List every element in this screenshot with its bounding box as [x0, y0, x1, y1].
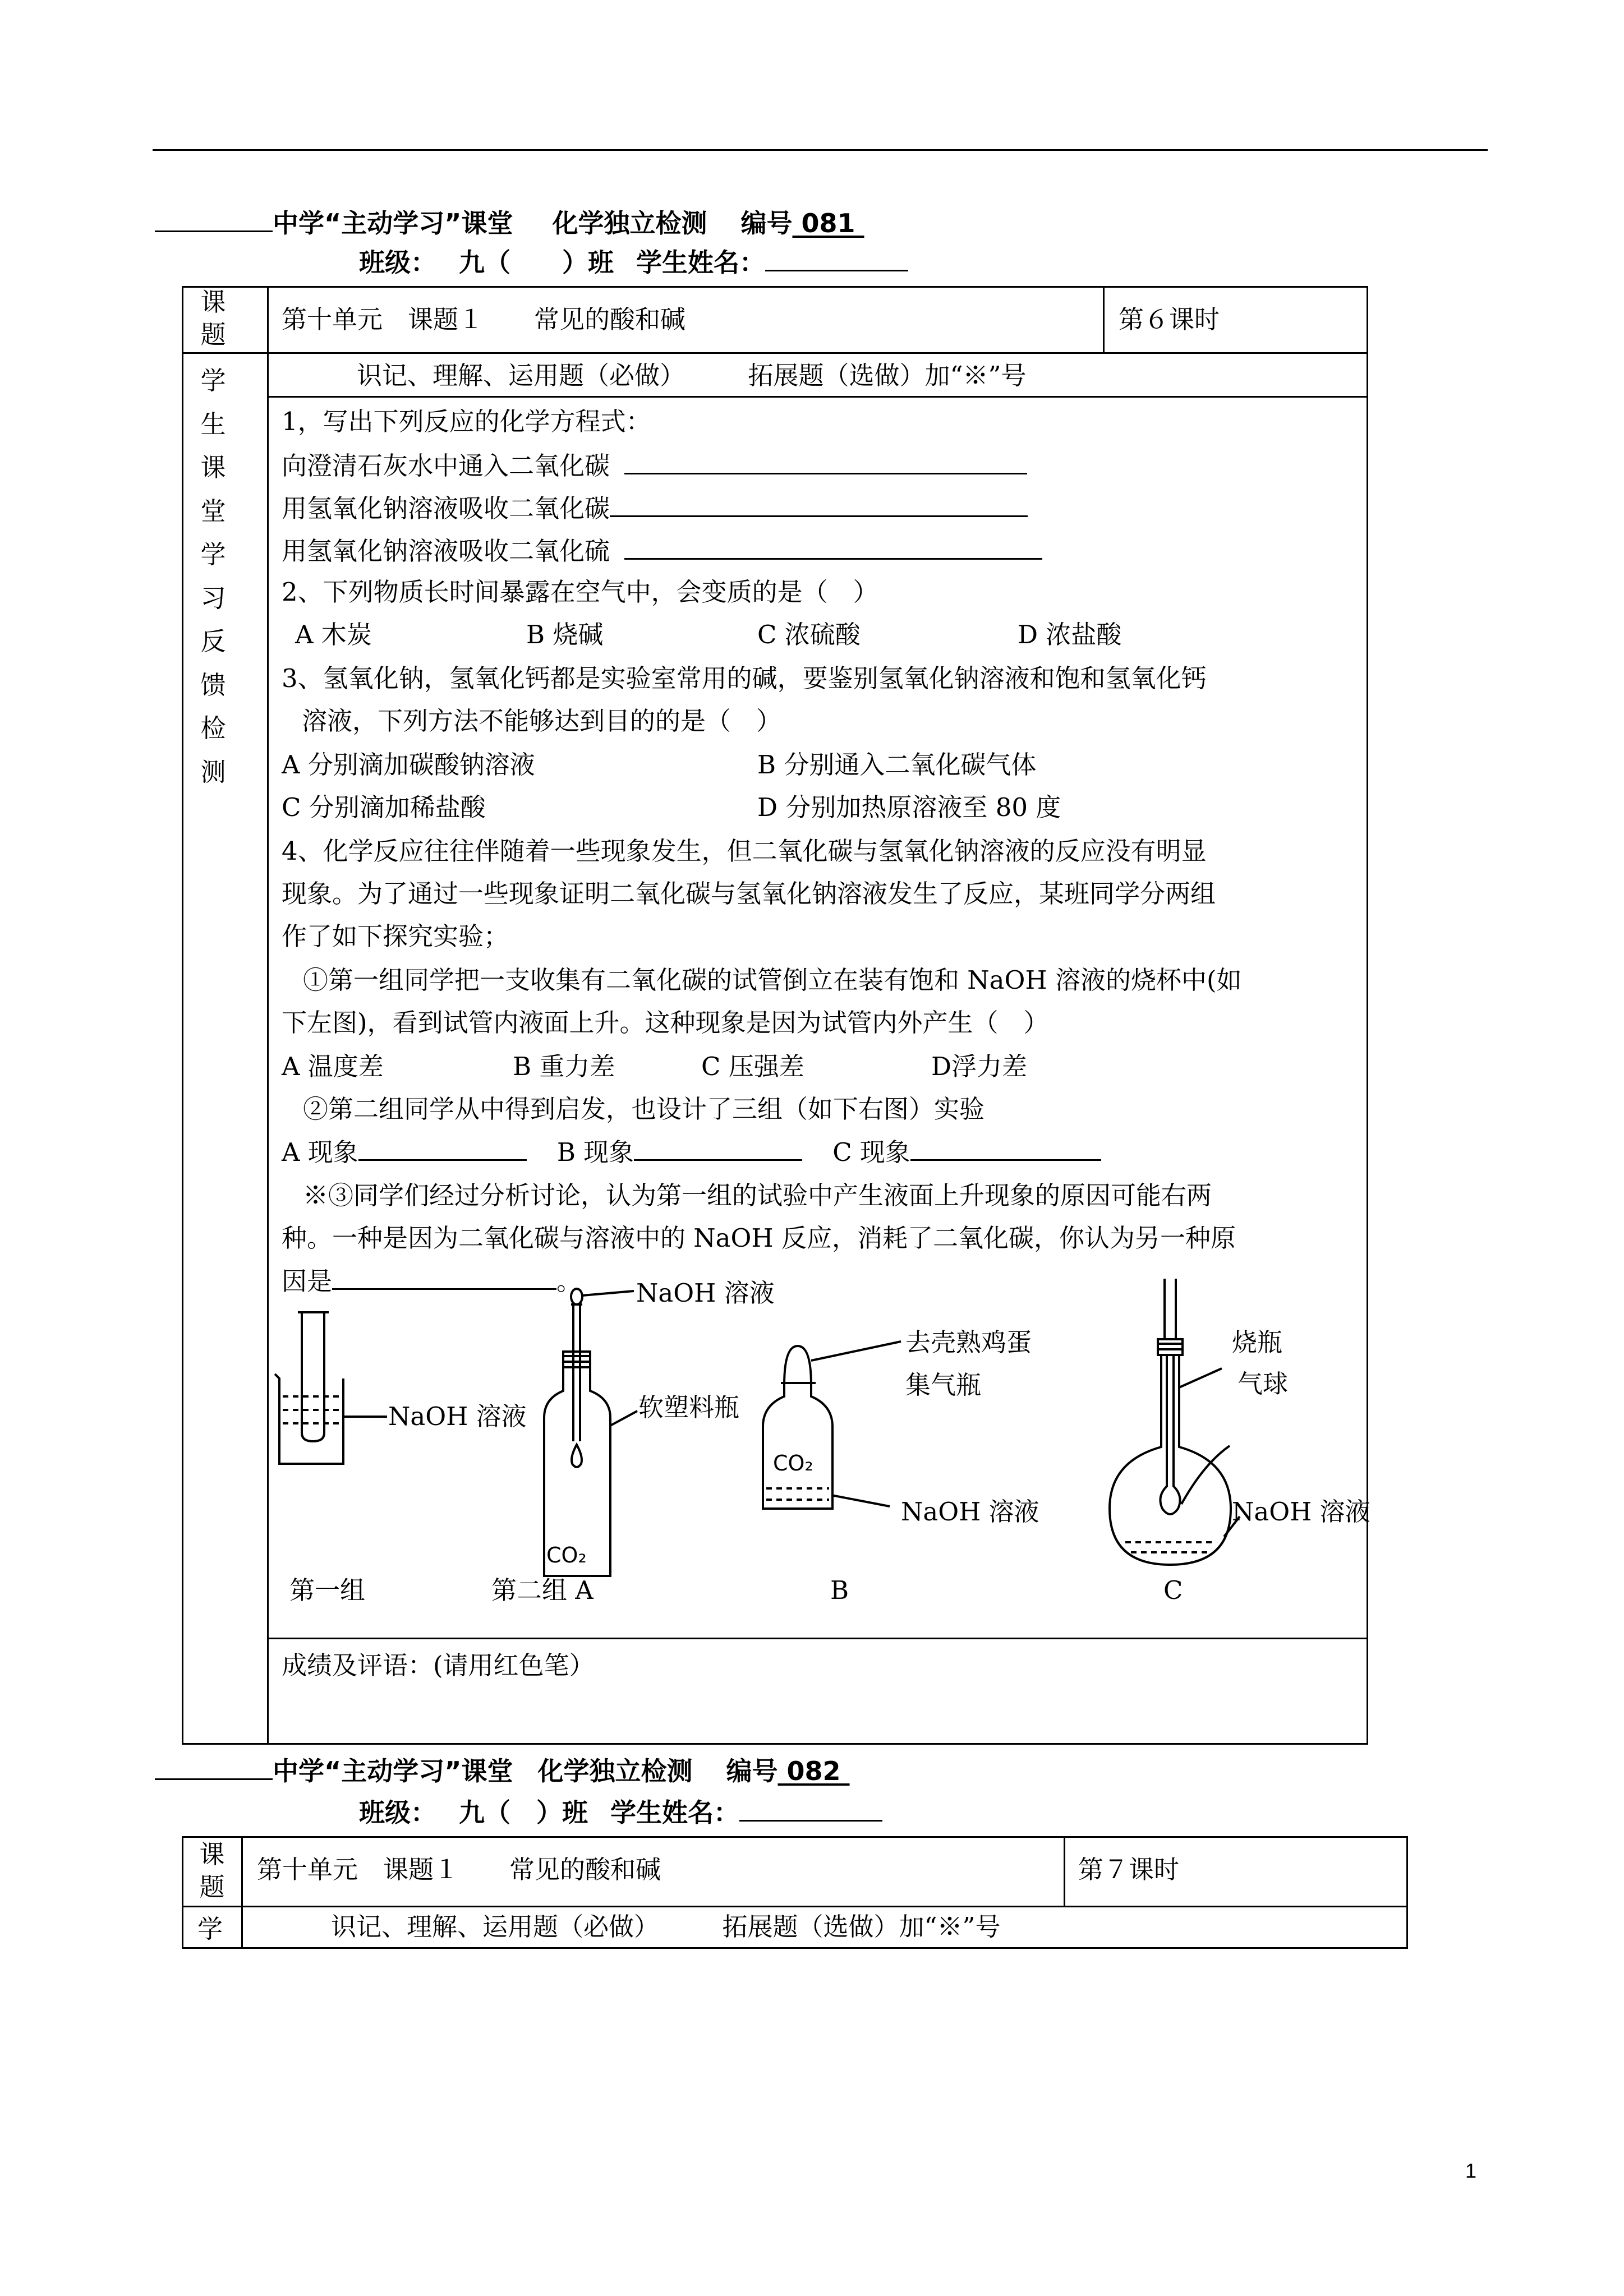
q1-item-a: 向澄清石灰水中通入二氧化碳	[282, 449, 1027, 483]
sheet1-header-no: 081	[801, 208, 855, 238]
sheet2-header-no: 082	[786, 1756, 841, 1786]
fig-naoh-label-top: NaOH 溶液	[636, 1278, 775, 1308]
sheet2-topic: 第十单元 课题１ 常见的酸和碱	[257, 1855, 661, 1884]
q2-option-d[interactable]: D 浓盐酸	[1018, 620, 1122, 649]
top-rule	[153, 149, 1488, 151]
q4-step3-line2: 种。一种是因为二氧化碳与溶液中的 NaOH 反应，消耗了二氧化碳，你认为另一种原	[282, 1223, 1236, 1253]
sheet1-class-line	[359, 245, 908, 279]
q3-option-d[interactable]: D 分别加热原溶液至 80 度	[757, 792, 1061, 822]
sheet2-header-title: 中学“主动学习”课堂	[273, 1756, 513, 1786]
q4-phen-a-field[interactable]	[358, 1135, 527, 1161]
sheet2-side-label: 学	[197, 1914, 223, 1944]
sheet1-student-name-field[interactable]	[765, 245, 908, 271]
group1-apparatus	[275, 1312, 387, 1464]
q1-answer-b[interactable]	[610, 491, 1028, 517]
q1-item-c: 用氢氧化钠溶液吸收二氧化硫	[282, 534, 1042, 568]
fig-naoh-label-c: NaOH 溶液	[1232, 1497, 1370, 1527]
sheet1-header	[155, 205, 864, 240]
fig-soft-bottle-label: 软塑料瓶	[638, 1393, 740, 1422]
group2a-apparatus	[544, 1289, 637, 1576]
sheet1-period: 第６课时	[1119, 305, 1220, 334]
sheet1-header-title: 中学“主动学习”课堂	[273, 208, 513, 238]
fig-naoh-label-group1: NaOH 溶液	[388, 1401, 527, 1431]
q2-option-a[interactable]: A 木炭	[295, 620, 372, 649]
q4-phen-c-label: C 现象	[832, 1137, 910, 1167]
q4-line1: 4、化学反应往往伴随着一些现象发生，但二氧化碳与氢氧化钠溶液的反应没有明显	[282, 836, 1207, 866]
sheet2-student-name-field[interactable]	[739, 1795, 882, 1822]
q2-option-b[interactable]: B 烧碱	[526, 620, 604, 649]
q3-option-a[interactable]: A 分别滴加碳酸钠溶液	[282, 750, 535, 780]
experiment-figure	[267, 1279, 1367, 1615]
sheet2-class-line	[359, 1795, 882, 1829]
page-number: 1	[1465, 2159, 1477, 2182]
fig-flask-label: 烧瓶	[1232, 1327, 1283, 1357]
q4-line3: 作了如下探究实验；	[282, 921, 509, 951]
caption-group2a: 第二组 A	[491, 1575, 594, 1605]
school-blank[interactable]	[155, 205, 273, 232]
q4-step3-line3: 因是 。	[282, 1264, 582, 1298]
sheet2-header-subject: 化学独立检测	[537, 1756, 693, 1786]
sheet2-header-no-label: 编号	[726, 1756, 778, 1786]
sheet1-instruction: 识记、理解、运用题（必做） 拓展题（选做）加“※”号	[357, 361, 1027, 390]
q4-step1-line2: 下左图)，看到试管内液面上升。这种现象是因为试管内外产生（ ）	[282, 1008, 1049, 1038]
fig-naoh-label-b: NaOH 溶液	[901, 1497, 1039, 1527]
school-blank-2[interactable]	[155, 1753, 273, 1780]
q4-line2: 现象。为了通过一些现象证明二氧化碳与氢氧化钠溶液发生了反应，某班同学分两组	[282, 879, 1216, 909]
sheet2-instruction: 识记、理解、运用题（必做） 拓展题（选做）加“※”号	[331, 1912, 1001, 1942]
fig-co2-label-a: CO₂	[546, 1543, 587, 1567]
grade-comment-label: 成绩及评语：(请用红色笔）	[282, 1650, 595, 1680]
q3-option-c[interactable]: C 分别滴加稀盐酸	[282, 792, 486, 822]
fig-gas-bottle-label: 集气瓶	[905, 1370, 982, 1400]
q4-option-d[interactable]: D浮力差	[931, 1052, 1028, 1081]
q3-title-line2: 溶液，下列方法不能够达到目的的是（ ）	[302, 706, 782, 736]
q4-option-b[interactable]: B 重力差	[513, 1052, 615, 1081]
q4-phen-c-field[interactable]	[910, 1135, 1101, 1161]
q1-answer-c[interactable]	[624, 534, 1042, 560]
q3-option-b[interactable]: B 分别通入二氧化碳气体	[757, 750, 1037, 780]
sheet1-class-value: 九（ ）班	[459, 247, 614, 278]
sheet1-topic-label: 课 题	[200, 287, 226, 349]
sheet2-period: 第７课时	[1078, 1855, 1180, 1884]
q4-phen-a-label: A 现象	[282, 1137, 358, 1167]
sheet2-class-label: 班级：	[359, 1797, 436, 1828]
sheet1-topic: 第十单元 课题１ 常见的酸和碱	[282, 305, 686, 334]
sheet1-student-label: 学生姓名：	[636, 247, 765, 278]
sheet1-class-label: 班级：	[359, 247, 436, 278]
q4-step1-line1: ①第一组同学把一支收集有二氧化碳的试管倒立在装有饱和 NaOH 溶液的烧杯中(如	[303, 965, 1242, 995]
sheet2-topic-label: 课 题	[199, 1839, 225, 1902]
sheet1-header-subject: 化学独立检测	[552, 208, 707, 238]
q4-option-c[interactable]: C 压强差	[701, 1052, 804, 1081]
q1-title: 1，写出下列反应的化学方程式：	[282, 407, 651, 436]
q4-phen-b-field[interactable]	[634, 1135, 802, 1161]
fig-balloon-label: 气球	[1237, 1369, 1289, 1399]
q1-answer-a[interactable]	[624, 449, 1027, 474]
q1-item-b: 用氢氧化钠溶液吸收二氧化碳	[282, 491, 1028, 525]
sheet1-side-label: 学 生 课 堂 学 习 反 馈 检 测	[200, 366, 226, 787]
caption-b: B	[830, 1575, 849, 1605]
q4-phen-b-label: B 现象	[556, 1137, 634, 1167]
q4-step3-line1: ※③同学们经过分析讨论，认为第一组的试验中产生液面上升现象的原因可能右两	[303, 1181, 1212, 1210]
q2-title: 2、下列物质长时间暴露在空气中，会变质的是（ ）	[282, 577, 878, 607]
q3-title-line1: 3、氢氧化钠，氢氧化钙都是实验室常用的碱，要鉴别氢氧化钠溶液和饱和氢氧化钙	[282, 663, 1207, 693]
sheet2-header	[155, 1753, 850, 1788]
sheet1-header-no-label: 编号	[740, 208, 793, 238]
caption-group1: 第一组	[289, 1575, 366, 1605]
group-b-apparatus	[763, 1341, 901, 1509]
caption-c: C	[1163, 1575, 1183, 1605]
q4-option-a[interactable]: A 温度差	[282, 1052, 384, 1081]
group-c-apparatus	[1110, 1279, 1240, 1565]
sheet2-class-value: 九（ ）班	[459, 1797, 588, 1828]
fig-co2-label-b: CO₂	[773, 1451, 813, 1476]
q4-step2: ②第二组同学从中得到启发，也设计了三组（如下右图）实验	[303, 1094, 985, 1124]
sheet2-student-label: 学生姓名：	[610, 1797, 739, 1828]
q2-option-c[interactable]: C 浓硫酸	[757, 620, 861, 649]
fig-egg-label: 去壳熟鸡蛋	[905, 1327, 1032, 1357]
q4-phenomena	[282, 1135, 1101, 1169]
